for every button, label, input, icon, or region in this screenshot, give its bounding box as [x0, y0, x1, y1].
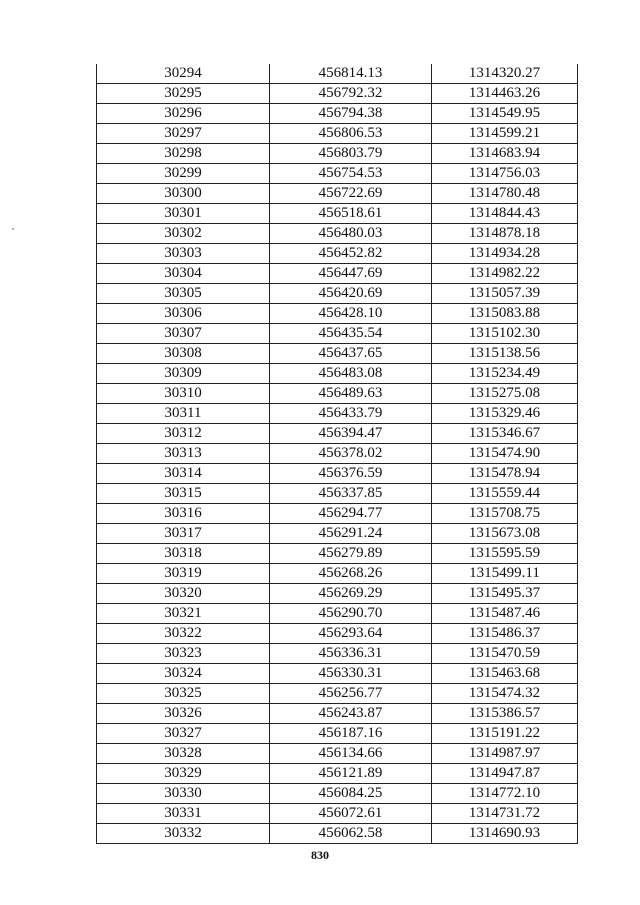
y-coordinate-cell: 1315138.56 [432, 344, 578, 364]
y-coordinate-cell: 1315083.88 [432, 304, 578, 324]
x-coordinate-cell: 456269.29 [270, 584, 432, 604]
table-row [97, 724, 578, 744]
scan-speck [12, 228, 14, 230]
x-coordinate-cell: 456489.63 [270, 384, 432, 404]
point-id-cell: 30307 [97, 324, 270, 344]
table-row [97, 324, 578, 344]
point-id-cell: 30326 [97, 704, 270, 724]
x-coordinate-cell: 456134.66 [270, 744, 432, 764]
x-coordinate-cell: 456803.79 [270, 144, 432, 164]
table-row [97, 84, 578, 104]
y-coordinate-cell: 1314780.48 [432, 184, 578, 204]
y-coordinate-cell: 1315346.67 [432, 424, 578, 444]
y-coordinate-cell: 1314934.28 [432, 244, 578, 264]
x-coordinate-cell: 456483.08 [270, 364, 432, 384]
table-row [97, 704, 578, 724]
point-id-cell: 30313 [97, 444, 270, 464]
table-row [97, 664, 578, 684]
point-id-cell: 30308 [97, 344, 270, 364]
point-id-cell: 30318 [97, 544, 270, 564]
x-coordinate-cell: 456447.69 [270, 264, 432, 284]
point-id-cell: 30310 [97, 384, 270, 404]
point-id-cell: 30325 [97, 684, 270, 704]
point-id-cell: 30330 [97, 784, 270, 804]
table-row [97, 504, 578, 524]
y-coordinate-cell: 1315499.11 [432, 564, 578, 584]
point-id-cell: 30321 [97, 604, 270, 624]
x-coordinate-cell: 456268.26 [270, 564, 432, 584]
point-id-cell: 30322 [97, 624, 270, 644]
x-coordinate-cell: 456337.85 [270, 484, 432, 504]
x-coordinate-cell: 456121.89 [270, 764, 432, 784]
x-coordinate-cell: 456072.61 [270, 804, 432, 824]
x-coordinate-cell: 456806.53 [270, 124, 432, 144]
y-coordinate-cell: 1315673.08 [432, 524, 578, 544]
table-row [97, 484, 578, 504]
y-coordinate-cell: 1314599.21 [432, 124, 578, 144]
x-coordinate-cell: 456291.24 [270, 524, 432, 544]
point-id-cell: 30304 [97, 264, 270, 284]
x-coordinate-cell: 456792.32 [270, 84, 432, 104]
table-row [97, 164, 578, 184]
point-id-cell: 30298 [97, 144, 270, 164]
x-coordinate-cell: 456452.82 [270, 244, 432, 264]
y-coordinate-cell: 1314982.22 [432, 264, 578, 284]
y-coordinate-cell: 1315495.37 [432, 584, 578, 604]
point-id-cell: 30301 [97, 204, 270, 224]
x-coordinate-cell: 456256.77 [270, 684, 432, 704]
y-coordinate-cell: 1315708.75 [432, 504, 578, 524]
x-coordinate-cell: 456294.77 [270, 504, 432, 524]
x-coordinate-cell: 456754.53 [270, 164, 432, 184]
table-row [97, 604, 578, 624]
y-coordinate-cell: 1314549.95 [432, 104, 578, 124]
y-coordinate-cell: 1315386.57 [432, 704, 578, 724]
table-row [97, 204, 578, 224]
table-row [97, 524, 578, 544]
coordinate-table-body [97, 64, 578, 844]
point-id-cell: 30297 [97, 124, 270, 144]
table-row [97, 464, 578, 484]
point-id-cell: 30323 [97, 644, 270, 664]
x-coordinate-cell: 456084.25 [270, 784, 432, 804]
point-id-cell: 30332 [97, 824, 270, 844]
table-row [97, 424, 578, 444]
y-coordinate-cell: 1314690.93 [432, 824, 578, 844]
point-id-cell: 30309 [97, 364, 270, 384]
table-row [97, 804, 578, 824]
point-id-cell: 30305 [97, 284, 270, 304]
x-coordinate-cell: 456794.38 [270, 104, 432, 124]
table-row [97, 744, 578, 764]
table-row [97, 764, 578, 784]
point-id-cell: 30316 [97, 504, 270, 524]
y-coordinate-cell: 1315102.30 [432, 324, 578, 344]
table-row [97, 784, 578, 804]
table-row [97, 544, 578, 564]
x-coordinate-cell: 456376.59 [270, 464, 432, 484]
x-coordinate-cell: 456420.69 [270, 284, 432, 304]
point-id-cell: 30306 [97, 304, 270, 324]
page-number: 830 [311, 848, 329, 862]
table-row [97, 644, 578, 664]
y-coordinate-cell: 1315559.44 [432, 484, 578, 504]
point-id-cell: 30319 [97, 564, 270, 584]
point-id-cell: 30302 [97, 224, 270, 244]
y-coordinate-cell: 1314844.43 [432, 204, 578, 224]
table-row [97, 124, 578, 144]
point-id-cell: 30294 [97, 64, 270, 84]
point-id-cell: 30296 [97, 104, 270, 124]
table-row [97, 284, 578, 304]
y-coordinate-cell: 1315478.94 [432, 464, 578, 484]
table-row [97, 144, 578, 164]
x-coordinate-cell: 456814.13 [270, 64, 432, 84]
table-row [97, 244, 578, 264]
table-row [97, 364, 578, 384]
y-coordinate-cell: 1315191.22 [432, 724, 578, 744]
x-coordinate-cell: 456722.69 [270, 184, 432, 204]
x-coordinate-cell: 456437.65 [270, 344, 432, 364]
y-coordinate-cell: 1315474.90 [432, 444, 578, 464]
table-row [97, 564, 578, 584]
point-id-cell: 30331 [97, 804, 270, 824]
point-id-cell: 30303 [97, 244, 270, 264]
table-row [97, 344, 578, 364]
x-coordinate-cell: 456279.89 [270, 544, 432, 564]
y-coordinate-cell: 1315275.08 [432, 384, 578, 404]
table-row [97, 64, 578, 84]
x-coordinate-cell: 456062.58 [270, 824, 432, 844]
point-id-cell: 30324 [97, 664, 270, 684]
x-coordinate-cell: 456433.79 [270, 404, 432, 424]
point-id-cell: 30328 [97, 744, 270, 764]
x-coordinate-cell: 456293.64 [270, 624, 432, 644]
table-row [97, 104, 578, 124]
y-coordinate-cell: 1315470.59 [432, 644, 578, 664]
point-id-cell: 30315 [97, 484, 270, 504]
x-coordinate-cell: 456480.03 [270, 224, 432, 244]
y-coordinate-cell: 1315595.59 [432, 544, 578, 564]
table-row [97, 624, 578, 644]
x-coordinate-cell: 456290.70 [270, 604, 432, 624]
table-row [97, 384, 578, 404]
coordinate-table [96, 64, 578, 844]
table-row [97, 824, 578, 844]
y-coordinate-cell: 1315057.39 [432, 284, 578, 304]
x-coordinate-cell: 456518.61 [270, 204, 432, 224]
point-id-cell: 30312 [97, 424, 270, 444]
y-coordinate-cell: 1314320.27 [432, 64, 578, 84]
x-coordinate-cell: 456187.16 [270, 724, 432, 744]
table-row [97, 444, 578, 464]
x-coordinate-cell: 456428.10 [270, 304, 432, 324]
y-coordinate-cell: 1315486.37 [432, 624, 578, 644]
table-row [97, 264, 578, 284]
point-id-cell: 30311 [97, 404, 270, 424]
y-coordinate-cell: 1315474.32 [432, 684, 578, 704]
y-coordinate-cell: 1314756.03 [432, 164, 578, 184]
x-coordinate-cell: 456394.47 [270, 424, 432, 444]
y-coordinate-cell: 1314772.10 [432, 784, 578, 804]
y-coordinate-cell: 1314878.18 [432, 224, 578, 244]
table-row [97, 184, 578, 204]
x-coordinate-cell: 456243.87 [270, 704, 432, 724]
point-id-cell: 30300 [97, 184, 270, 204]
y-coordinate-cell: 1315329.46 [432, 404, 578, 424]
y-coordinate-cell: 1314463.26 [432, 84, 578, 104]
point-id-cell: 30314 [97, 464, 270, 484]
x-coordinate-cell: 456435.54 [270, 324, 432, 344]
y-coordinate-cell: 1315487.46 [432, 604, 578, 624]
y-coordinate-cell: 1314731.72 [432, 804, 578, 824]
y-coordinate-cell: 1314947.87 [432, 764, 578, 784]
x-coordinate-cell: 456336.31 [270, 644, 432, 664]
table-row [97, 224, 578, 244]
table-row [97, 304, 578, 324]
y-coordinate-cell: 1315234.49 [432, 364, 578, 384]
point-id-cell: 30320 [97, 584, 270, 604]
table-row [97, 684, 578, 704]
table-row [97, 404, 578, 424]
point-id-cell: 30295 [97, 84, 270, 104]
x-coordinate-cell: 456330.31 [270, 664, 432, 684]
point-id-cell: 30317 [97, 524, 270, 544]
y-coordinate-cell: 1314987.97 [432, 744, 578, 764]
point-id-cell: 30329 [97, 764, 270, 784]
point-id-cell: 30327 [97, 724, 270, 744]
y-coordinate-cell: 1314683.94 [432, 144, 578, 164]
x-coordinate-cell: 456378.02 [270, 444, 432, 464]
y-coordinate-cell: 1315463.68 [432, 664, 578, 684]
table-row [97, 584, 578, 604]
point-id-cell: 30299 [97, 164, 270, 184]
